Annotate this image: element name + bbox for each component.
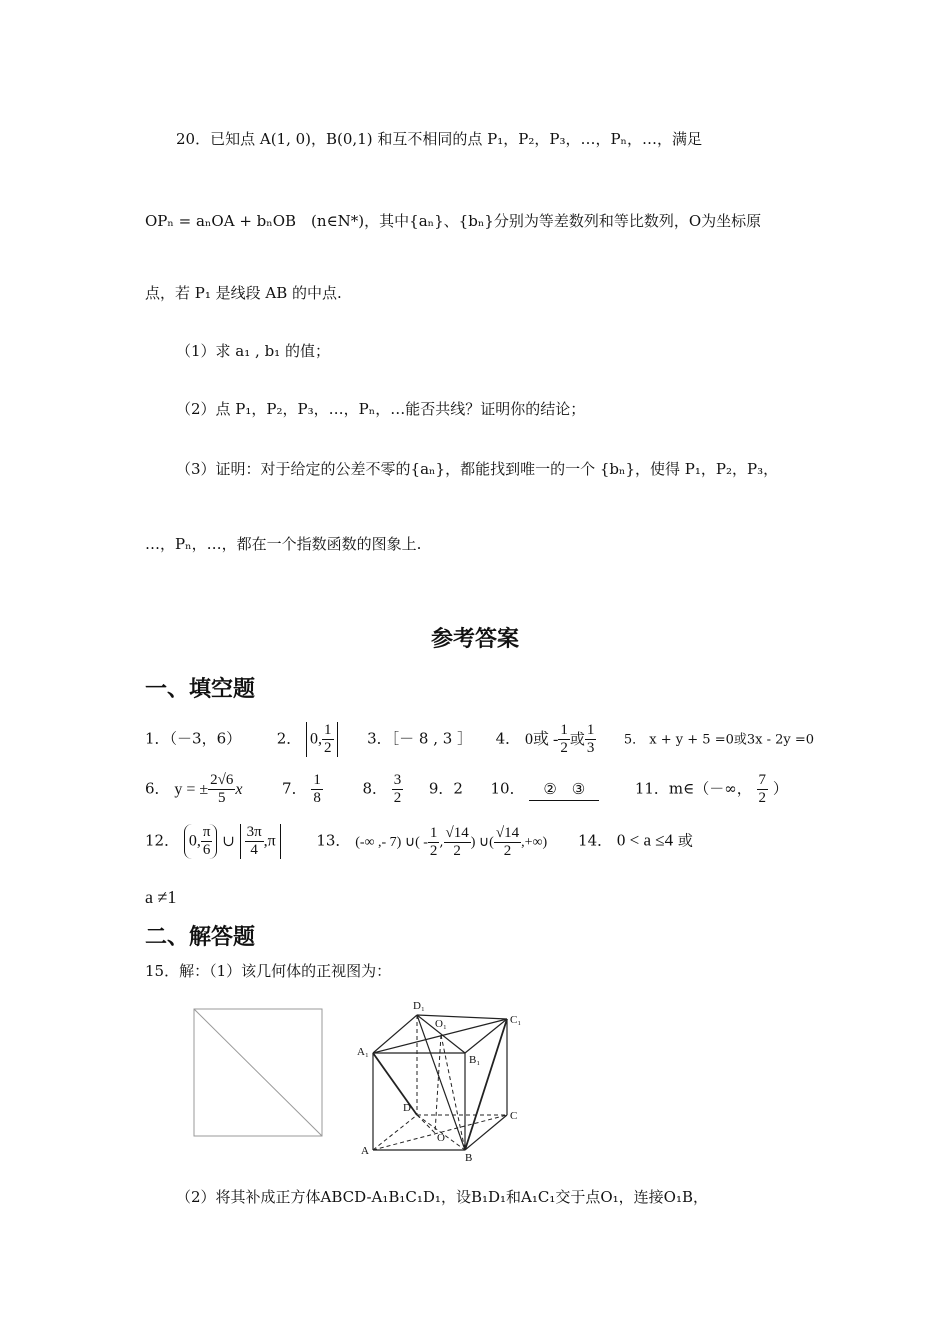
answer-7: $\frac{1}{8}$ <box>313 772 321 806</box>
label-O: O <box>437 1132 445 1144</box>
answer-9: 9．2 <box>428 779 463 798</box>
answer-4-label: 4． <box>495 729 521 748</box>
answer-3: 3．［－ 8 , 3 ］ <box>367 729 473 748</box>
answer-13-label: 13． <box>316 831 351 850</box>
answer-title: 参考答案 <box>430 627 519 652</box>
answer-2-label: 2． <box>276 729 302 748</box>
fill-answers-row2: 6． y = ± $\frac{2√6}{5}$ x 7． $\frac{1}{8}$ 8． $\frac{3}{2}$ 9．2 10． ② ③ 11．m∈（－∞， $\frac{7}{2}$ ） <box>145 772 788 806</box>
answer-11-label: 11．m∈（－∞， <box>634 779 752 798</box>
label-B1: B₁ <box>469 1054 481 1066</box>
answer-13: (-∞ ,- 7) ∪( - $\frac{1}{2}$ , $\frac{√14}{2}$ ) ∪( $\frac{√14}{2}$ ,+∞) <box>355 824 548 859</box>
section-solutions: 二、解答题 <box>145 925 256 950</box>
label-C: C <box>510 1110 518 1122</box>
problem20-line2: OPₙ = aₙOA + bₙOB (n∈N*)，其中{aₙ}、{bₙ}分别为等差数列和等比数列，O为坐标原 <box>145 212 762 230</box>
label-D: D <box>403 1102 411 1114</box>
solution-15-part2: （2）将其补成正方体ABCD-A₁B₁C₁D₁，设B₁D₁和A₁C₁交于点O₁，连接O₁B， <box>176 1188 708 1206</box>
answer-10: ② ③ <box>529 778 599 801</box>
answer-12: 0, $\frac{\pi}{6}$ ∪ $\frac{3\pi}{4}$ ,π <box>184 832 286 850</box>
answer-6: y = ± $\frac{2√6}{5}$ x <box>174 772 243 806</box>
label-O1: O₁ <box>435 1018 447 1030</box>
solution-15-intro: 15．解：（1）该几何体的正视图为： <box>145 962 392 980</box>
answer-8: $\frac{3}{2}$ <box>393 772 402 806</box>
answer-1: 1．（－3，6） <box>145 729 242 748</box>
fill-answers-row3: 12． 0, $\frac{\pi}{6}$ ∪ $\frac{3\pi}{4}$ ,π 13． (-∞ ,- 7) ∪( - $\frac{1}{2}$ , $\frac{√14}{2}$ ) ∪( $\frac{√14}{2}$ ,+∞) 14． 0 < a ≤4 或 <box>145 824 693 859</box>
answer-7-label: 7． <box>282 779 307 798</box>
label-B: B <box>465 1152 473 1164</box>
label-D1: D₁ <box>413 1000 425 1012</box>
label-A1: A₁ <box>357 1046 369 1058</box>
answer-14: 0 < a ≤4 <box>616 830 674 850</box>
answer-12-label: 12． <box>145 831 180 850</box>
answer-14-cont: a ≠1 <box>145 887 177 907</box>
answer-8-label: 8． <box>362 779 387 798</box>
label-A: A <box>361 1145 369 1157</box>
answer-2: 0, $\frac{1}{2}$ <box>306 722 338 757</box>
answer-4: 0或 - $\frac{1}{2}$ 或 $\frac{1}{3}$ <box>524 722 595 756</box>
problem20-q1: （1）求 a₁ , b₁ 的值； <box>176 342 330 360</box>
answer-14-label: 14． <box>578 831 613 850</box>
section-fill-blank: 一、填空题 <box>145 677 256 702</box>
cube-figure <box>355 995 530 1165</box>
answer-11: $\frac{7}{2}$ <box>758 772 767 806</box>
front-view-figure <box>193 1008 325 1138</box>
answer-6-label: 6． <box>145 779 170 798</box>
label-C1: C₁ <box>510 1014 522 1026</box>
answer-10-label: 10． <box>490 779 525 798</box>
problem20-q2: （2）点 P₁，P₂，P₃，…，Pₙ，…能否共线？证明你的结论； <box>176 400 586 418</box>
problem20-q3b: …，Pₙ，…，都在一个指数函数的图象上. <box>145 535 422 553</box>
fill-answers-row1 <box>145 722 814 757</box>
problem20-q3a: （3）证明：对于给定的公差不零的{aₙ}，都能找到唯一的一个 {bₙ}，使得 P₁，P₂，P₃， <box>176 460 779 478</box>
problem20-line3: 点，若 P₁ 是线段 AB 的中点. <box>145 284 342 302</box>
answer-5: 5． x + y + 5 =0或3x - 2y =0 <box>623 732 815 748</box>
problem20-line1: 20．已知点 A(1, 0)，B(0,1) 和互不相同的点 P₁，P₂，P₃，…，Pₙ，…，满足 <box>176 130 703 148</box>
